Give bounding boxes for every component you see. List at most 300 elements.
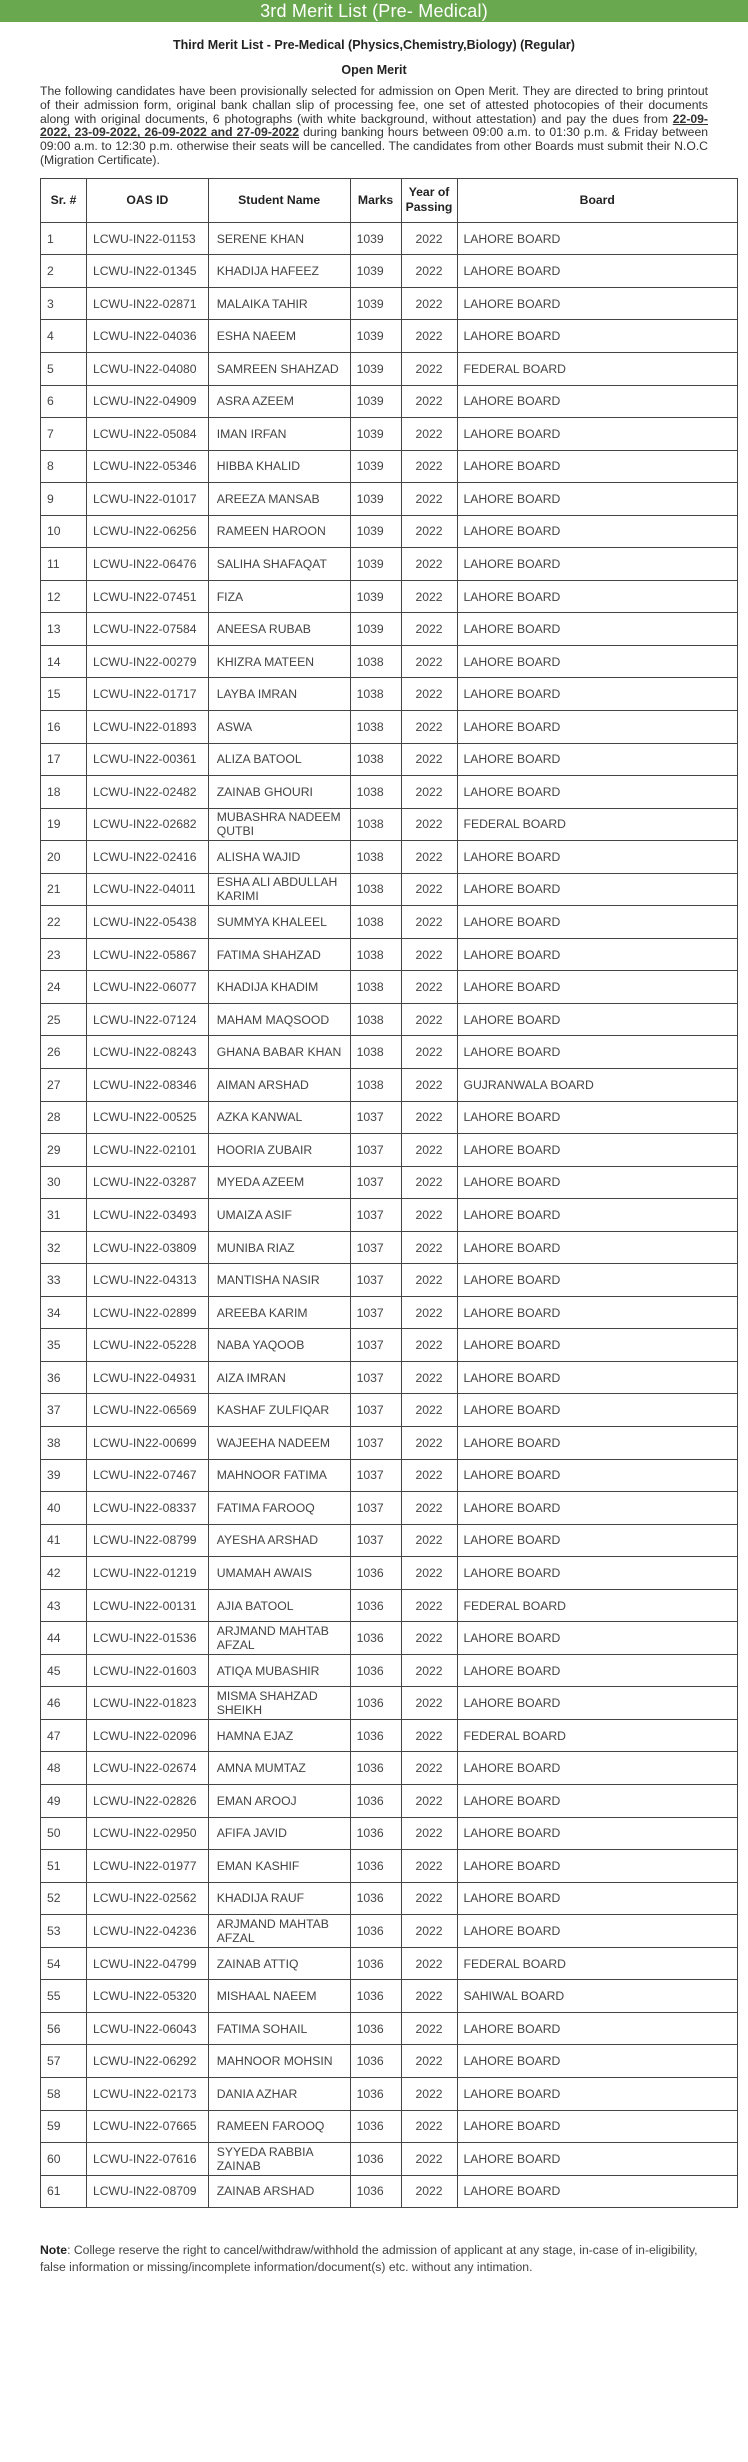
cell-marks: 1039 xyxy=(350,385,401,418)
cell-oas-id: LCWU-IN22-01345 xyxy=(86,255,208,288)
cell-year: 2022 xyxy=(401,1427,457,1460)
cell-year: 2022 xyxy=(401,1069,457,1102)
cell-oas-id: LCWU-IN22-01219 xyxy=(86,1557,208,1590)
cell-board: LAHORE BOARD xyxy=(457,1134,738,1167)
cell-board: LAHORE BOARD xyxy=(457,1492,738,1525)
table-row xyxy=(41,1231,738,1264)
instructions-text-end: during banking hours between 09:00 a.m. to 01:30 p.m. & Friday between 09:00 a.m. to 12:30 p.m. otherwise their seats will be cancelled. The candidates from other Boards must submit their N.O.C (Migration Certificate). xyxy=(40,125,709,167)
cell-sr: 18 xyxy=(41,776,87,809)
cell-year: 2022 xyxy=(401,1492,457,1525)
cell-student-name: KHADIJA HAFEEZ xyxy=(208,255,350,288)
cell-student-name: ESHA ALI ABDULLAH KARIMI xyxy=(208,873,350,906)
table-row xyxy=(41,255,738,288)
cell-marks: 1037 xyxy=(350,1459,401,1492)
cell-student-name: MAHNOOR FATIMA xyxy=(208,1459,350,1492)
cell-sr: 60 xyxy=(41,2143,87,2176)
cell-student-name: ALIZA BATOOL xyxy=(208,743,350,776)
cell-marks: 1036 xyxy=(350,2175,401,2208)
cell-oas-id: LCWU-IN22-08709 xyxy=(86,2175,208,2208)
cell-year: 2022 xyxy=(401,2012,457,2045)
cell-oas-id: LCWU-IN22-04236 xyxy=(86,1915,208,1948)
cell-marks: 1036 xyxy=(350,2077,401,2110)
cell-oas-id: LCWU-IN22-07665 xyxy=(86,2110,208,2143)
table-row xyxy=(41,1361,738,1394)
table-row xyxy=(41,1947,738,1980)
cell-board: LAHORE BOARD xyxy=(457,938,738,971)
cell-oas-id: LCWU-IN22-03809 xyxy=(86,1231,208,1264)
cell-year: 2022 xyxy=(401,1687,457,1720)
cell-marks: 1038 xyxy=(350,776,401,809)
cell-marks: 1037 xyxy=(350,1329,401,1362)
cell-year: 2022 xyxy=(401,1524,457,1557)
cell-sr: 22 xyxy=(41,906,87,939)
table-row xyxy=(41,2077,738,2110)
cell-marks: 1037 xyxy=(350,1361,401,1394)
cell-sr: 56 xyxy=(41,2012,87,2045)
cell-student-name: ALISHA WAJID xyxy=(208,841,350,874)
cell-sr: 9 xyxy=(41,483,87,516)
header-year-of-passing: Year of Passing xyxy=(401,178,457,222)
cell-sr: 14 xyxy=(41,645,87,678)
cell-board: LAHORE BOARD xyxy=(457,1199,738,1232)
cell-marks: 1039 xyxy=(350,515,401,548)
table-row xyxy=(41,1915,738,1948)
cell-marks: 1038 xyxy=(350,971,401,1004)
cell-sr: 12 xyxy=(41,580,87,613)
cell-oas-id: LCWU-IN22-00361 xyxy=(86,743,208,776)
cell-sr: 19 xyxy=(41,808,87,841)
table-row xyxy=(41,841,738,874)
cell-oas-id: LCWU-IN22-02674 xyxy=(86,1752,208,1785)
cell-marks: 1038 xyxy=(350,808,401,841)
cell-student-name: KHADIJA KHADIM xyxy=(208,971,350,1004)
table-row xyxy=(41,1557,738,1590)
table-row xyxy=(41,808,738,841)
cell-marks: 1039 xyxy=(350,255,401,288)
cell-year: 2022 xyxy=(401,1296,457,1329)
table-row xyxy=(41,1101,738,1134)
footer-note xyxy=(40,2242,708,2276)
table-row xyxy=(41,1003,738,1036)
table-row xyxy=(41,645,738,678)
cell-year: 2022 xyxy=(401,1361,457,1394)
cell-sr: 59 xyxy=(41,2110,87,2143)
cell-sr: 34 xyxy=(41,1296,87,1329)
cell-marks: 1036 xyxy=(350,1785,401,1818)
cell-oas-id: LCWU-IN22-02416 xyxy=(86,841,208,874)
cell-oas-id: LCWU-IN22-00699 xyxy=(86,1427,208,1460)
table-row xyxy=(41,2175,738,2208)
table-row xyxy=(41,1687,738,1720)
cell-sr: 35 xyxy=(41,1329,87,1362)
cell-year: 2022 xyxy=(401,1003,457,1036)
cell-year: 2022 xyxy=(401,2175,457,2208)
cell-board: LAHORE BOARD xyxy=(457,2143,738,2176)
cell-sr: 39 xyxy=(41,1459,87,1492)
table-row xyxy=(41,1459,738,1492)
table-row xyxy=(41,1752,738,1785)
table-row xyxy=(41,580,738,613)
cell-marks: 1038 xyxy=(350,873,401,906)
cell-marks: 1036 xyxy=(350,2110,401,2143)
table-row xyxy=(41,2143,738,2176)
cell-board: GUJRANWALA BOARD xyxy=(457,1069,738,1102)
cell-sr: 55 xyxy=(41,1980,87,2013)
cell-board: LAHORE BOARD xyxy=(457,776,738,809)
cell-oas-id: LCWU-IN22-04011 xyxy=(86,873,208,906)
cell-student-name: FIZA xyxy=(208,580,350,613)
cell-sr: 16 xyxy=(41,710,87,743)
cell-student-name: IMAN IRFAN xyxy=(208,418,350,451)
cell-year: 2022 xyxy=(401,678,457,711)
cell-student-name: EMAN AROOJ xyxy=(208,1785,350,1818)
cell-oas-id: LCWU-IN22-07467 xyxy=(86,1459,208,1492)
table-row xyxy=(41,1329,738,1362)
cell-oas-id: LCWU-IN22-06569 xyxy=(86,1394,208,1427)
cell-sr: 11 xyxy=(41,548,87,581)
cell-student-name: AREEBA KARIM xyxy=(208,1296,350,1329)
cell-student-name: AZKA KANWAL xyxy=(208,1101,350,1134)
cell-board: LAHORE BOARD xyxy=(457,1036,738,1069)
cell-board: LAHORE BOARD xyxy=(457,2045,738,2078)
cell-marks: 1037 xyxy=(350,1427,401,1460)
cell-student-name: KASHAF ZULFIQAR xyxy=(208,1394,350,1427)
cell-marks: 1036 xyxy=(350,1850,401,1883)
cell-student-name: EMAN KASHIF xyxy=(208,1850,350,1883)
cell-sr: 48 xyxy=(41,1752,87,1785)
cell-oas-id: LCWU-IN22-02096 xyxy=(86,1719,208,1752)
cell-oas-id: LCWU-IN22-04036 xyxy=(86,320,208,353)
cell-sr: 26 xyxy=(41,1036,87,1069)
cell-marks: 1038 xyxy=(350,645,401,678)
cell-year: 2022 xyxy=(401,1850,457,1883)
cell-marks: 1038 xyxy=(350,678,401,711)
cell-sr: 13 xyxy=(41,613,87,646)
table-row xyxy=(41,743,738,776)
cell-student-name: MUNIBA RIAZ xyxy=(208,1231,350,1264)
cell-year: 2022 xyxy=(401,580,457,613)
cell-board: FEDERAL BOARD xyxy=(457,1589,738,1622)
cell-board: LAHORE BOARD xyxy=(457,385,738,418)
cell-sr: 52 xyxy=(41,1882,87,1915)
cell-marks: 1036 xyxy=(350,1980,401,2013)
cell-board: LAHORE BOARD xyxy=(457,2012,738,2045)
cell-marks: 1039 xyxy=(350,352,401,385)
cell-student-name: HOORIA ZUBAIR xyxy=(208,1134,350,1167)
cell-marks: 1038 xyxy=(350,906,401,939)
cell-sr: 8 xyxy=(41,450,87,483)
table-row xyxy=(41,2110,738,2143)
cell-oas-id: LCWU-IN22-08243 xyxy=(86,1036,208,1069)
cell-student-name: ARJMAND MAHTAB AFZAL xyxy=(208,1622,350,1655)
table-row xyxy=(41,1622,738,1655)
cell-board: LAHORE BOARD xyxy=(457,1427,738,1460)
cell-student-name: AJIA BATOOL xyxy=(208,1589,350,1622)
cell-oas-id: LCWU-IN22-04909 xyxy=(86,385,208,418)
table-row xyxy=(41,1980,738,2013)
cell-board: FEDERAL BOARD xyxy=(457,352,738,385)
cell-year: 2022 xyxy=(401,841,457,874)
cell-marks: 1038 xyxy=(350,1069,401,1102)
cell-board: LAHORE BOARD xyxy=(457,1850,738,1883)
cell-marks: 1037 xyxy=(350,1394,401,1427)
cell-year: 2022 xyxy=(401,743,457,776)
cell-oas-id: LCWU-IN22-04313 xyxy=(86,1264,208,1297)
cell-year: 2022 xyxy=(401,1101,457,1134)
table-row xyxy=(41,418,738,451)
cell-marks: 1037 xyxy=(350,1166,401,1199)
cell-student-name: HAMNA EJAZ xyxy=(208,1719,350,1752)
cell-sr: 30 xyxy=(41,1166,87,1199)
cell-year: 2022 xyxy=(401,1654,457,1687)
cell-year: 2022 xyxy=(401,352,457,385)
cell-marks: 1037 xyxy=(350,1524,401,1557)
cell-oas-id: LCWU-IN22-05084 xyxy=(86,418,208,451)
cell-marks: 1036 xyxy=(350,1752,401,1785)
cell-student-name: SAMREEN SHAHZAD xyxy=(208,352,350,385)
cell-board: LAHORE BOARD xyxy=(457,1361,738,1394)
cell-student-name: MANTISHA NASIR xyxy=(208,1264,350,1297)
cell-marks: 1036 xyxy=(350,1589,401,1622)
cell-year: 2022 xyxy=(401,1166,457,1199)
cell-student-name: ZAINAB ATTIQ xyxy=(208,1947,350,1980)
cell-student-name: MUBASHRA NADEEM QUTBI xyxy=(208,808,350,841)
table-row xyxy=(41,2045,738,2078)
cell-marks: 1037 xyxy=(350,1134,401,1167)
cell-student-name: WAJEEHA NADEEM xyxy=(208,1427,350,1460)
cell-oas-id: LCWU-IN22-02950 xyxy=(86,1817,208,1850)
cell-board: LAHORE BOARD xyxy=(457,1752,738,1785)
cell-marks: 1037 xyxy=(350,1199,401,1232)
table-row xyxy=(41,320,738,353)
cell-oas-id: LCWU-IN22-04931 xyxy=(86,1361,208,1394)
cell-year: 2022 xyxy=(401,2077,457,2110)
merit-table xyxy=(40,178,738,2208)
header-board: Board xyxy=(457,178,738,222)
cell-year: 2022 xyxy=(401,1231,457,1264)
cell-marks: 1039 xyxy=(350,483,401,516)
cell-sr: 5 xyxy=(41,352,87,385)
cell-marks: 1038 xyxy=(350,1003,401,1036)
cell-oas-id: LCWU-IN22-01893 xyxy=(86,710,208,743)
table-row xyxy=(41,971,738,1004)
cell-oas-id: LCWU-IN22-06292 xyxy=(86,2045,208,2078)
cell-marks: 1036 xyxy=(350,1654,401,1687)
cell-student-name: KHADIJA RAUF xyxy=(208,1882,350,1915)
cell-board: LAHORE BOARD xyxy=(457,1329,738,1362)
cell-board: FEDERAL BOARD xyxy=(457,1947,738,1980)
cell-year: 2022 xyxy=(401,1752,457,1785)
cell-student-name: ASRA AZEEM xyxy=(208,385,350,418)
cell-sr: 28 xyxy=(41,1101,87,1134)
cell-year: 2022 xyxy=(401,1915,457,1948)
table-row xyxy=(41,222,738,255)
cell-marks: 1036 xyxy=(350,1947,401,1980)
cell-sr: 44 xyxy=(41,1622,87,1655)
cell-year: 2022 xyxy=(401,2110,457,2143)
cell-marks: 1036 xyxy=(350,1882,401,1915)
cell-oas-id: LCWU-IN22-02173 xyxy=(86,2077,208,2110)
cell-marks: 1038 xyxy=(350,1036,401,1069)
cell-marks: 1039 xyxy=(350,450,401,483)
cell-board: LAHORE BOARD xyxy=(457,418,738,451)
cell-year: 2022 xyxy=(401,515,457,548)
cell-oas-id: LCWU-IN22-03493 xyxy=(86,1199,208,1232)
note-text: : College reserve the right to cancel/withdraw/withhold the admission of applicant at any stage, in-case of in-eligibility, false information or missing/incomplete information/document(s) etc. without any intimation. xyxy=(40,2243,698,2275)
payment-dates: 22-09-2022, 23-09-2022, 26-09-2022 and 27-09-2022 xyxy=(40,111,708,140)
cell-sr: 36 xyxy=(41,1361,87,1394)
cell-student-name: SYYEDA RABBIA ZAINAB xyxy=(208,2143,350,2176)
cell-oas-id: LCWU-IN22-06043 xyxy=(86,2012,208,2045)
cell-student-name: MAHAM MAQSOOD xyxy=(208,1003,350,1036)
cell-sr: 45 xyxy=(41,1654,87,1687)
cell-student-name: ESHA NAEEM xyxy=(208,320,350,353)
cell-oas-id: LCWU-IN22-05438 xyxy=(86,906,208,939)
cell-board: FEDERAL BOARD xyxy=(457,1719,738,1752)
cell-oas-id: LCWU-IN22-04799 xyxy=(86,1947,208,1980)
cell-year: 2022 xyxy=(401,1459,457,1492)
table-row xyxy=(41,776,738,809)
cell-year: 2022 xyxy=(401,2045,457,2078)
cell-sr: 38 xyxy=(41,1427,87,1460)
table-row xyxy=(41,1199,738,1232)
cell-board: LAHORE BOARD xyxy=(457,1882,738,1915)
cell-board: LAHORE BOARD xyxy=(457,971,738,1004)
cell-board: LAHORE BOARD xyxy=(457,1003,738,1036)
cell-board: LAHORE BOARD xyxy=(457,2110,738,2143)
table-row xyxy=(41,450,738,483)
cell-year: 2022 xyxy=(401,1785,457,1818)
cell-year: 2022 xyxy=(401,1199,457,1232)
cell-sr: 42 xyxy=(41,1557,87,1590)
instructions-paragraph xyxy=(40,85,708,168)
cell-student-name: AIZA IMRAN xyxy=(208,1361,350,1394)
table-row xyxy=(41,938,738,971)
cell-board: LAHORE BOARD xyxy=(457,483,738,516)
cell-board: LAHORE BOARD xyxy=(457,2077,738,2110)
cell-sr: 10 xyxy=(41,515,87,548)
cell-sr: 7 xyxy=(41,418,87,451)
cell-marks: 1038 xyxy=(350,710,401,743)
table-body xyxy=(41,222,738,2207)
cell-sr: 4 xyxy=(41,320,87,353)
cell-marks: 1036 xyxy=(350,2045,401,2078)
table-row xyxy=(41,2012,738,2045)
cell-oas-id: LCWU-IN22-01717 xyxy=(86,678,208,711)
cell-marks: 1036 xyxy=(350,2012,401,2045)
cell-sr: 20 xyxy=(41,841,87,874)
cell-marks: 1036 xyxy=(350,1817,401,1850)
cell-sr: 43 xyxy=(41,1589,87,1622)
cell-board: FEDERAL BOARD xyxy=(457,808,738,841)
cell-sr: 50 xyxy=(41,1817,87,1850)
cell-sr: 23 xyxy=(41,938,87,971)
table-row xyxy=(41,1492,738,1525)
table-row xyxy=(41,1036,738,1069)
cell-year: 2022 xyxy=(401,1947,457,1980)
cell-board: LAHORE BOARD xyxy=(457,743,738,776)
cell-marks: 1039 xyxy=(350,548,401,581)
table-row xyxy=(41,1134,738,1167)
cell-sr: 54 xyxy=(41,1947,87,1980)
cell-sr: 32 xyxy=(41,1231,87,1264)
cell-board: LAHORE BOARD xyxy=(457,613,738,646)
table-row xyxy=(41,483,738,516)
cell-student-name: FATIMA FAROOQ xyxy=(208,1492,350,1525)
cell-year: 2022 xyxy=(401,1557,457,1590)
cell-board: LAHORE BOARD xyxy=(457,678,738,711)
cell-student-name: AIMAN ARSHAD xyxy=(208,1069,350,1102)
cell-marks: 1036 xyxy=(350,2143,401,2176)
cell-year: 2022 xyxy=(401,418,457,451)
cell-oas-id: LCWU-IN22-05320 xyxy=(86,1980,208,2013)
cell-year: 2022 xyxy=(401,1394,457,1427)
cell-oas-id: LCWU-IN22-05228 xyxy=(86,1329,208,1362)
table-row xyxy=(41,1296,738,1329)
cell-board: LAHORE BOARD xyxy=(457,320,738,353)
table-row xyxy=(41,1654,738,1687)
table-row xyxy=(41,613,738,646)
cell-oas-id: LCWU-IN22-00279 xyxy=(86,645,208,678)
cell-marks: 1038 xyxy=(350,743,401,776)
cell-oas-id: LCWU-IN22-01603 xyxy=(86,1654,208,1687)
cell-oas-id: LCWU-IN22-02482 xyxy=(86,776,208,809)
cell-student-name: NABA YAQOOB xyxy=(208,1329,350,1362)
cell-oas-id: LCWU-IN22-07584 xyxy=(86,613,208,646)
cell-board: LAHORE BOARD xyxy=(457,1622,738,1655)
cell-student-name: MYEDA AZEEM xyxy=(208,1166,350,1199)
cell-student-name: SALIHA SHAFAQAT xyxy=(208,548,350,581)
cell-oas-id: LCWU-IN22-06476 xyxy=(86,548,208,581)
cell-student-name: KHIZRA MATEEN xyxy=(208,645,350,678)
cell-marks: 1037 xyxy=(350,1492,401,1525)
table-row xyxy=(41,385,738,418)
cell-student-name: AFIFA JAVID xyxy=(208,1817,350,1850)
cell-oas-id: LCWU-IN22-01153 xyxy=(86,222,208,255)
cell-student-name: RAMEEN FAROOQ xyxy=(208,2110,350,2143)
cell-student-name: MISHAAL NAEEM xyxy=(208,1980,350,2013)
cell-year: 2022 xyxy=(401,906,457,939)
cell-student-name: ZAINAB GHOURI xyxy=(208,776,350,809)
list-subtitle: Third Merit List - Pre-Medical (Physics,Chemistry,Biology) (Regular) xyxy=(173,38,575,52)
cell-oas-id: LCWU-IN22-08337 xyxy=(86,1492,208,1525)
cell-sr: 40 xyxy=(41,1492,87,1525)
cell-oas-id: LCWU-IN22-03287 xyxy=(86,1166,208,1199)
cell-marks: 1039 xyxy=(350,287,401,320)
cell-board: LAHORE BOARD xyxy=(457,450,738,483)
cell-sr: 27 xyxy=(41,1069,87,1102)
cell-oas-id: LCWU-IN22-01977 xyxy=(86,1850,208,1883)
cell-student-name: FATIMA SHAHZAD xyxy=(208,938,350,971)
table-row xyxy=(41,873,738,906)
table-row xyxy=(41,710,738,743)
cell-student-name: RAMEEN HAROON xyxy=(208,515,350,548)
cell-oas-id: LCWU-IN22-08346 xyxy=(86,1069,208,1102)
cell-oas-id: LCWU-IN22-02682 xyxy=(86,808,208,841)
cell-board: LAHORE BOARD xyxy=(457,287,738,320)
cell-year: 2022 xyxy=(401,287,457,320)
cell-oas-id: LCWU-IN22-00131 xyxy=(86,1589,208,1622)
table-row xyxy=(41,1850,738,1883)
cell-board: LAHORE BOARD xyxy=(457,222,738,255)
cell-board: LAHORE BOARD xyxy=(457,710,738,743)
cell-student-name: MALAIKA TAHIR xyxy=(208,287,350,320)
cell-sr: 53 xyxy=(41,1915,87,1948)
cell-year: 2022 xyxy=(401,1719,457,1752)
cell-oas-id: LCWU-IN22-01536 xyxy=(86,1622,208,1655)
cell-year: 2022 xyxy=(401,613,457,646)
cell-student-name: ARJMAND MAHTAB AFZAL xyxy=(208,1915,350,1948)
